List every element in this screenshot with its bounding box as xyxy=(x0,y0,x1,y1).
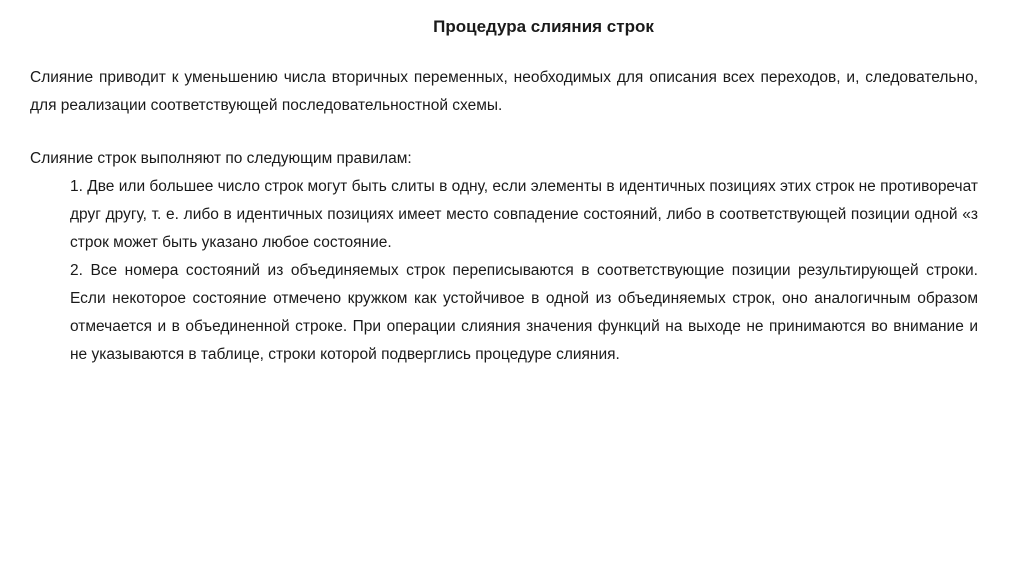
rules-heading: Слияние строк выполняют по следующим правилам: xyxy=(30,150,412,167)
intro-paragraph: Слияние приводит к уменьшению числа вторичных переменных, необходимых для описания всех переходов, и, следовательно, для реализации соответствующей последовательностной схемы. xyxy=(30,69,978,114)
rule-item-2: 2. Все номера состояний из объединяемых строк переписываются в соответствующие позиции результирующей строки. Если некоторое состояние отмечено кружком как устойчивое в одной из объединяемых строк, оно аналогичным образом отмечается и в объединенной строке. При операции слияния значения функций на выходе не принимаются во внимание и не указываются в таблице, строки которой подверглись процедуре слияния. xyxy=(70,262,978,363)
slide-title: Процедура слияния строк xyxy=(433,17,654,36)
rule-item-1: 1. Две или большее число строк могут быть слиты в одну, если элементы в идентичных позициях этих строк не противоречат друг другу, т. е. либо в идентичных позициях имеет место совпадение состояний, либо в соответствующей позиции одной «з строк может быть указано любое состояние. xyxy=(70,178,978,251)
paragraph-spacer xyxy=(30,120,978,145)
slide-content xyxy=(30,64,978,369)
